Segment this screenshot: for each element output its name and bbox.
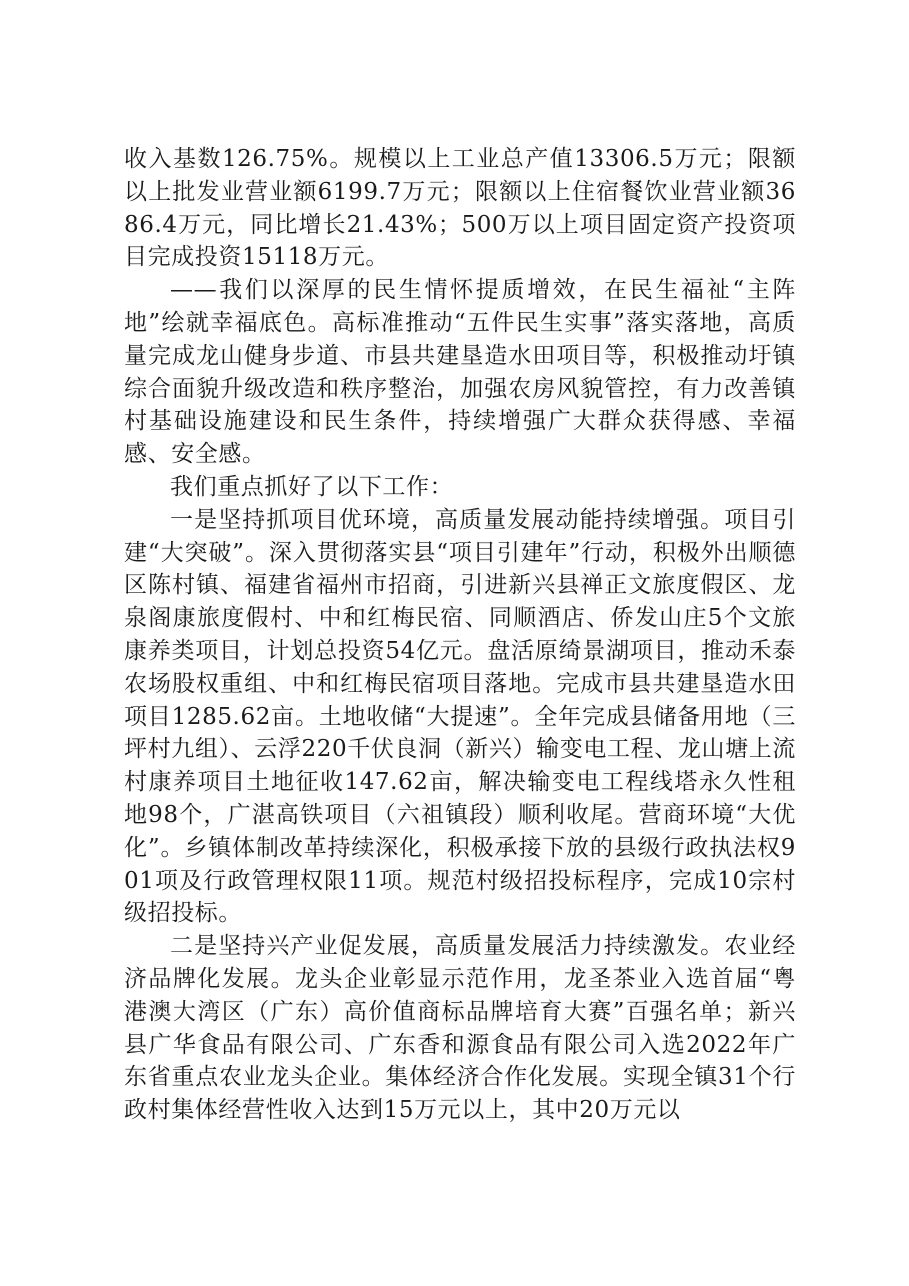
paragraph-projects-environment: 一是坚持抓项目优环境，高质量发展动能持续增强。项目引建“大突破”。深入贯彻落实县“项目引建年”行动，积极外出顺德区陈村镇、福建省福州市招商，引进新兴县禅正文旅度假区、龙泉阁康旅度假村、中和红梅民宿、同顺酒店、侨发山庄5个文旅康养类项目，计划总投资54亿元。盘活原绮景湖项目，推动禾泰农场股权重组、中和红梅民宿项目落地。完成市县共建垦造水田项目1285.62亩。土地收储“大提速”。全年完成县储备用地（三坪村九组）、云浮220千伏良洞（新兴）输变电工程、龙山塘上流村康养项目土地征收147.62亩，解决输变电工程线塔永久性租地98个，广湛高铁项目（六祖镇段）顺利收尾。营商环境“大优化”。乡镇体制改革持续深化，积极承接下放的县级行政执法权901项及行政管理权限11项。规范村级招投标程序，完成10宗村级招投标。 (124, 506, 796, 927)
paragraph-industry-development: 二是坚持兴产业促发展，高质量发展活力持续激发。农业经济品牌化发展。龙头企业彰显示范作用，龙圣茶业入选首届“粤港澳大湾区（广东）高价值商标品牌培育大赛”百强名单；新兴县广华食品有限公司、广东香和源食品有限公司入选2022年广东省重点农业龙头企业。集体经济合作化发展。实现全镇31个行政村集体经营性收入达到15万元以上，其中20万元以 (124, 933, 796, 1124)
body-text (124, 143, 796, 1127)
paragraph-work-intro: 我们重点抓好了以下工作： (170, 473, 454, 500)
paragraph-livelihood: ——我们以深厚的民生情怀提质增效，在民生福祉“主阵地”绘就幸福底色。高标准推动“五件民生实事”落实落地，高质量完成龙山健身步道、市县共建垦造水田项目等，积极推动圩镇综合面貌升级改造和秩序整治，加强农房风貌管控，有力改善镇村基础设施建设和民生条件，持续增强广大群众获得感、幸福感、安全感。 (124, 277, 796, 468)
paragraph-economy-stats: 收入基数126.75%。规模以上工业总产值13306.5万元；限额以上批发业营业额6199.7万元；限额以上住宿餐饮业营业额3686.4万元，同比增长21.43%；500万以上项目固定资产投资项目完成投资15118万元。 (124, 146, 796, 271)
